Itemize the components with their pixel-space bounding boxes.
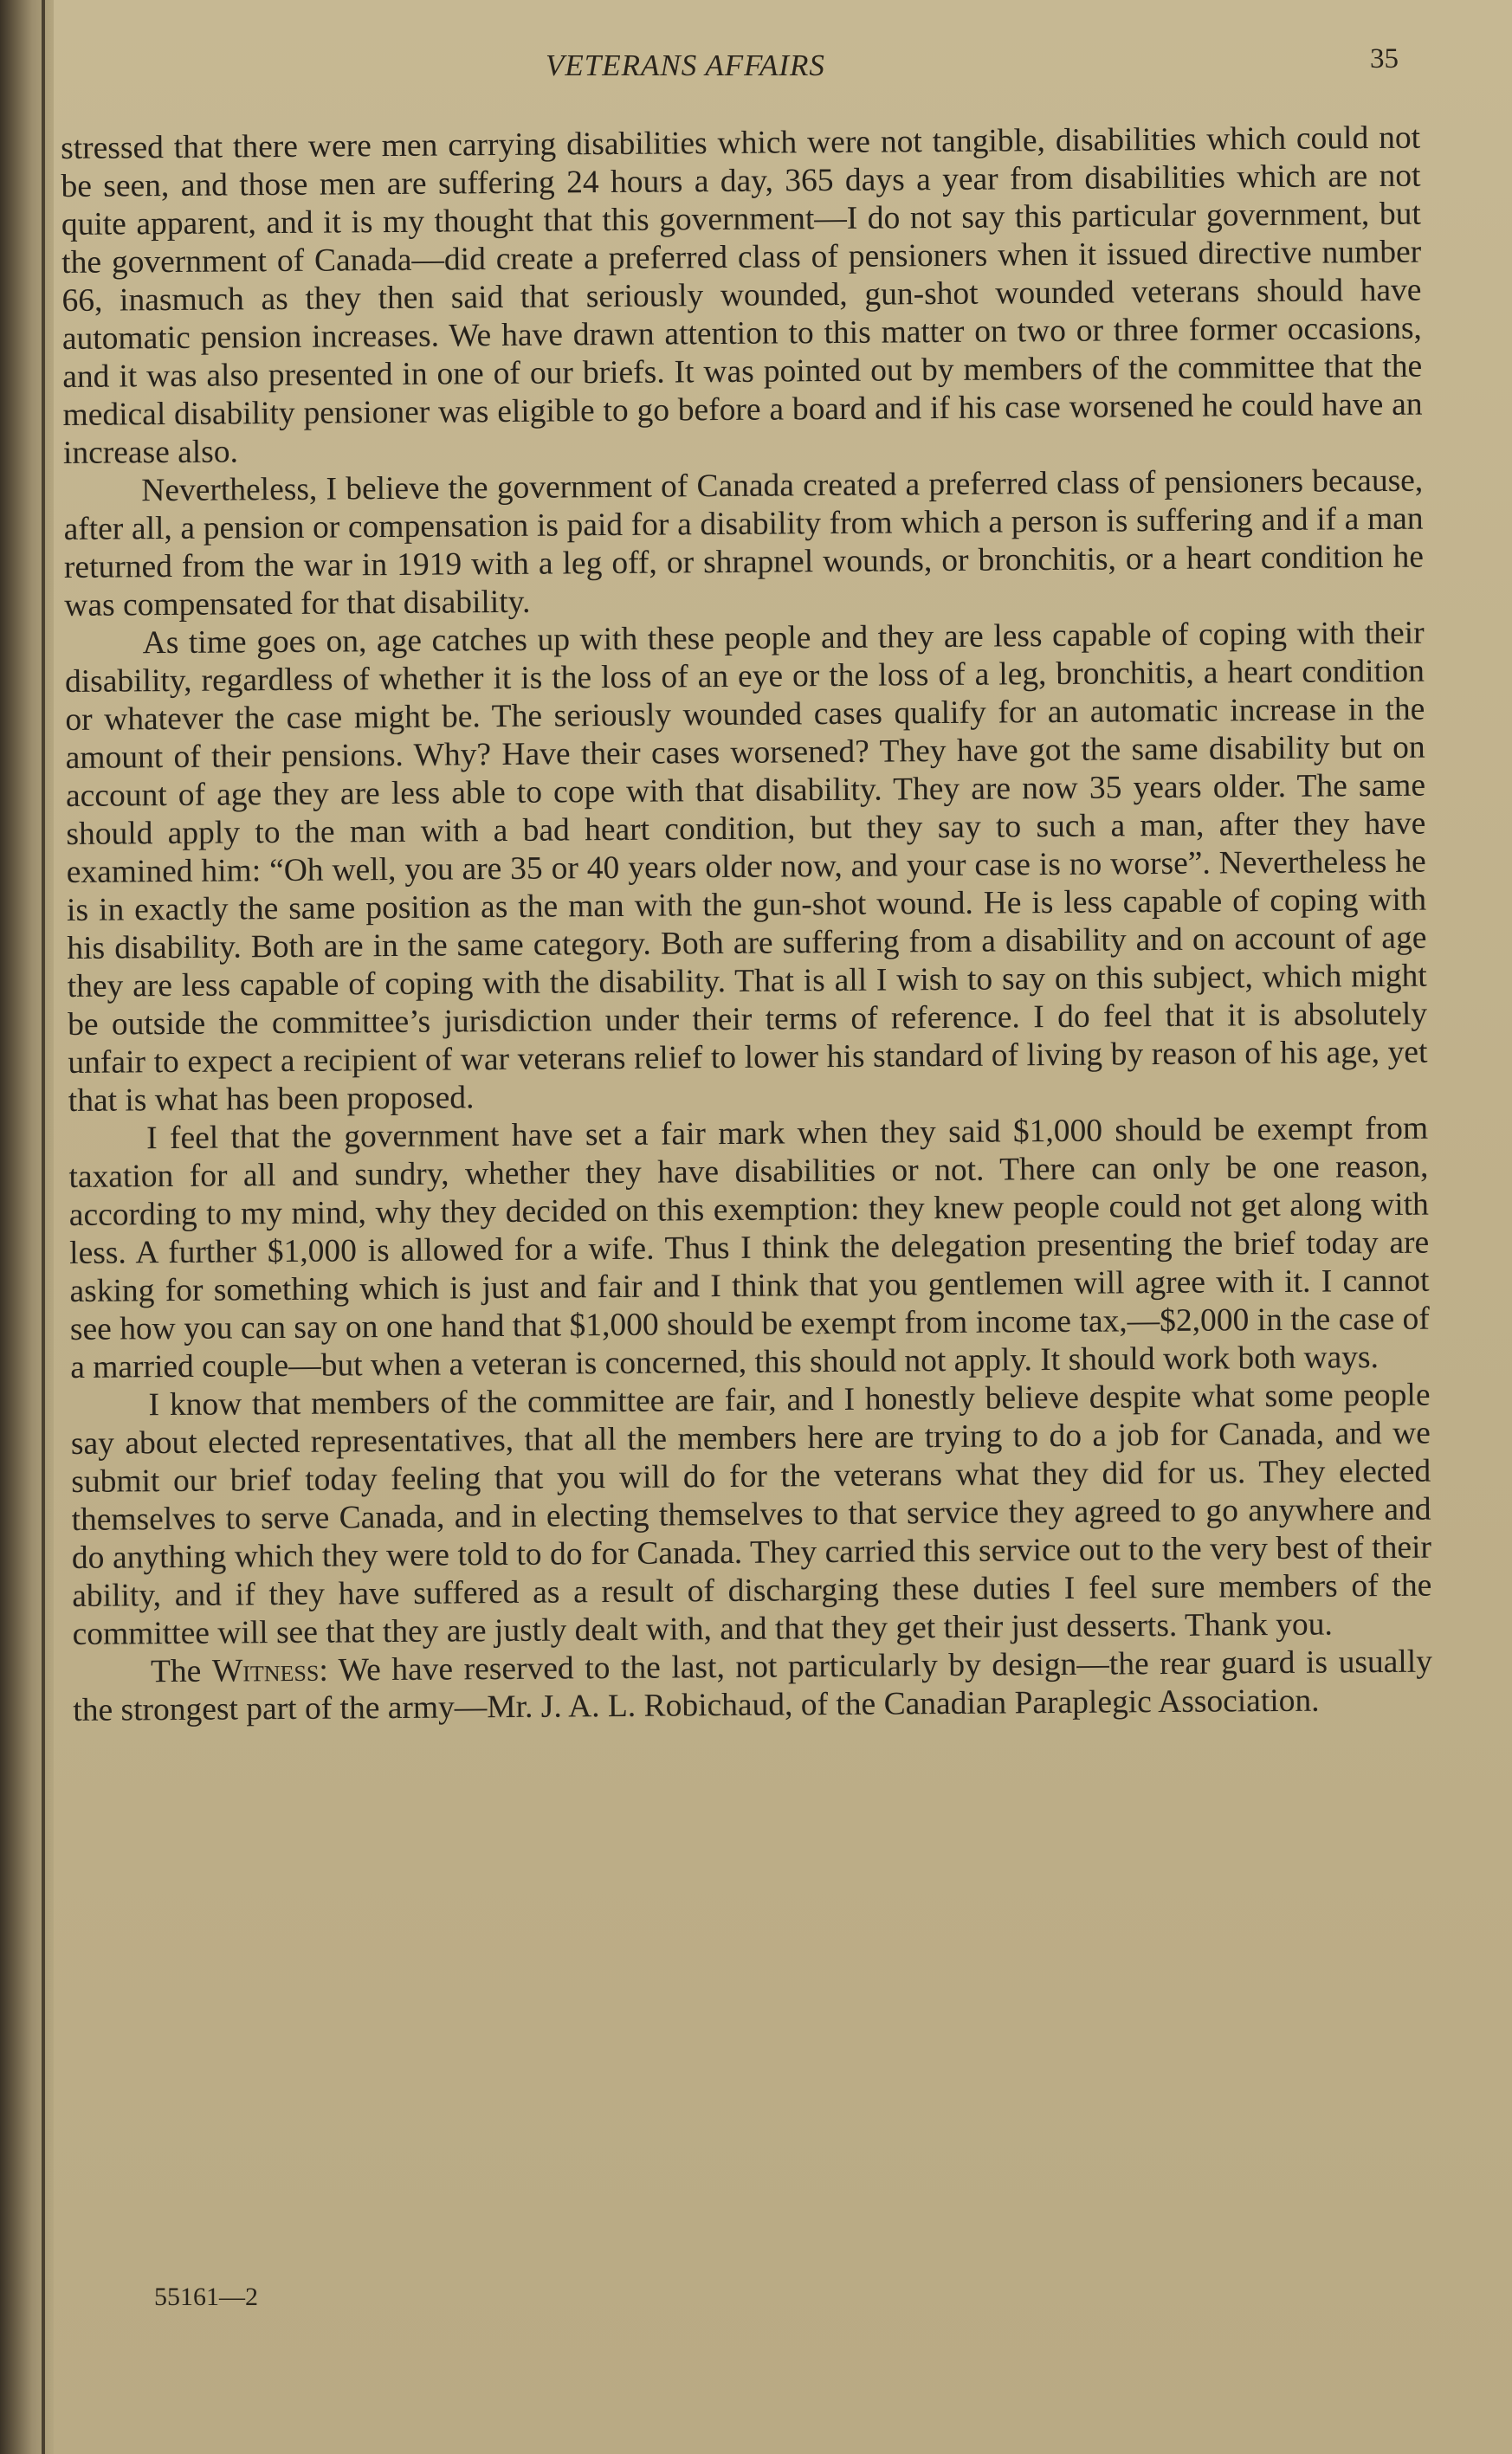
paragraph-3: As time goes on, age catches up with these people and they are less capable of coping with their disability, regardless of whether it is the loss of an eye or the loss of a leg, bronchitis, a heart condition or whatever the case might be. The seriously wounded cases qualify for an automatic increase in the amount of their pensions. Why? Have their cases worsened? They have got the same disability but on account of age they are less able to cope with that disability. They are now 35 years older. The same should apply to the man with a bad heart condition, but they say to such a man, after they have examined him: “Oh well, you are 35 or 40 years older now, and your case is no worse”. Nevertheless he is in exactly the same position as the man with the gun-shot wound. He is less capable of coping with his disability. Both are in the same category. Both are suffering from a disability and on account of age they are less capable of coping with the disability. That is all I wish to say on this subject, which might be outside the committee’s jurisdiction under their terms of reference. I do feel that it is absolutely unfair to expect a recipient of war veterans relief to lower his standard of living by reason of his age, yet that is what has been proposed.: [64, 615, 1428, 1119]
witness-paragraph: [73, 1644, 1433, 1730]
binding-edge-line: [42, 0, 45, 2454]
body-text: [61, 119, 1432, 1730]
witness-speaker: Witness: [211, 1652, 320, 1689]
footer-print-code: 55161—2: [154, 2283, 258, 2311]
running-title: VETERANS AFFAIRS: [546, 48, 825, 82]
page-header: [61, 42, 1446, 94]
book-binding-shadow: [0, 0, 54, 2454]
witness-lead: The: [150, 1653, 213, 1690]
paragraph-2: Nevertheless, I believe the government of Canada created a preferred class of pensioners because, after all, a pension or compensation is paid for a disability from which a person is suffering and if a man returned from the war in 1919 with a leg off, or shrapnel wounds, or bronchitis, or a heart condition he was compensated for that disability.: [63, 462, 1425, 623]
paragraph-1: stressed that there were men carrying disabilities which were not tangible, disabilities which could not be seen, and those men are suffering 24 hours a day, 365 days a year from disabilities which are not quite apparent, and it is my thought that this government—I do not say this particular government, but the government of Canada—did create a preferred class of pensioners when it issued directive number 66, inasmuch as they then said that seriously wounded, gun-shot wounded veterans should have automatic pension increases. We have drawn attention to this matter on two or three former occasions, and it was also presented in one of our briefs. It was pointed out by members of the committee that the medical disability pensioner was eligible to go before a board and if his case worsened he could have an increase also.: [61, 119, 1423, 471]
witness-text: : We have reserved to the last, not particularly by design—the rear guard is usually the strongest part of the army—Mr. J. A. L. Robichaud, of the Canadian Paraplegic Association.: [73, 1644, 1433, 1728]
paragraph-4: I feel that the government have set a fair mark when they said $1,000 should be exempt from taxation for all and sundry, whether they have disabilities or not. There can only be one reason, according to my mind, why they decided on this exemption: they knew people could not get along with less. A further $1,000 is allowed for a wife. Thus I think the delegation presenting the brief today are asking for something which is just and fair and I think that you gentlemen will agree with it. I cannot see how you can say on one hand that $1,000 should be exempt from income tax,—$2,000 in the case of a married couple—but when a veteran is concerned, this should not apply. It should work both ways.: [68, 1110, 1430, 1385]
page-number: 35: [1370, 43, 1399, 74]
paragraph-5: I know that members of the committee are fair, and I honestly believe despite what some people say about elected representatives, that all the members here are trying to do a job for Canada, and we submit our brief today feeling that you will do for the veterans what they did for us. They elected themselves to serve Canada, and in electing themselves to that service they agreed to go anywhere and do anything which they were told to do for Canada. They carried this service out to the very best of their ability, and if they have suffered as a result of discharging these duties I feel sure members of the committee will see that they are justly dealt with, and that they get their just desserts. Thank you.: [70, 1377, 1432, 1652]
